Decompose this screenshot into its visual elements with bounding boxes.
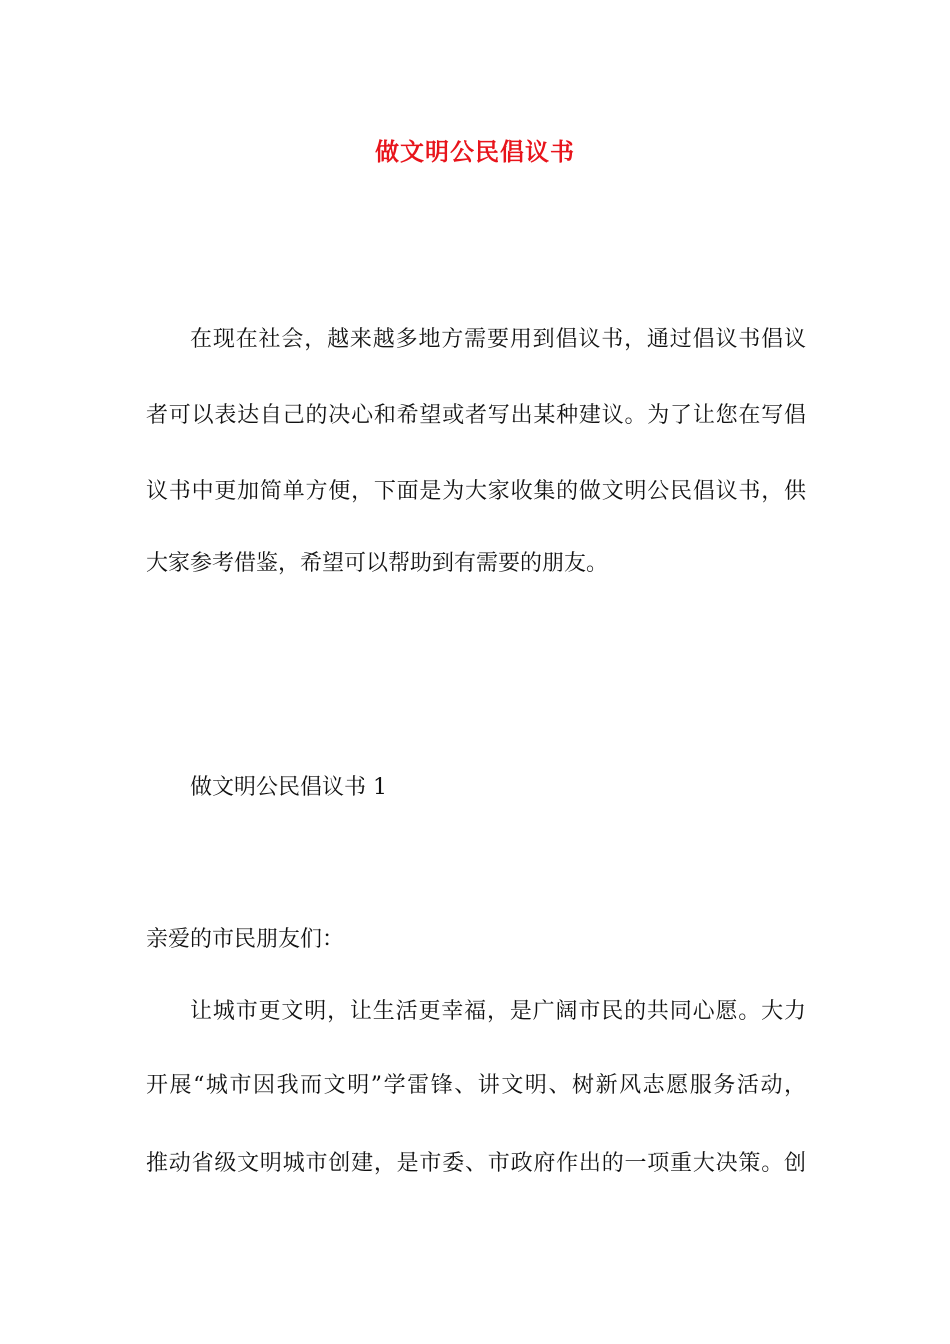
intro-line-2: 者可以表达自己的决心和希望或者写出某种建议。为了让您在写倡 (146, 403, 806, 428)
body-line-3: 推动省级文明城市创建，是市委、市政府作出的一项重大决策。创 (146, 1151, 806, 1176)
intro-line-1: 在现在社会，越来越多地方需要用到倡议书，通过倡议书倡议 (190, 327, 806, 352)
body-line-1: 让城市更文明，让生活更幸福，是广阔市民的共同心愿。大力 (190, 999, 806, 1024)
document-title: 做文明公民倡议书 (375, 137, 575, 166)
body-line-2: 开展“城市因我而文明”学雷锋、讲文明、树新风志愿服务活动， (146, 1073, 806, 1098)
intro-line-4: 大家参考借鉴，希望可以帮助到有需要的朋友。 (146, 551, 609, 576)
intro-line-3: 议书中更加简单方便，下面是为大家收集的做文明公民倡议书，供 (146, 479, 806, 504)
salutation: 亲爱的市民朋友们： (146, 927, 345, 952)
section-heading: 做文明公民倡议书 1 (190, 775, 387, 800)
